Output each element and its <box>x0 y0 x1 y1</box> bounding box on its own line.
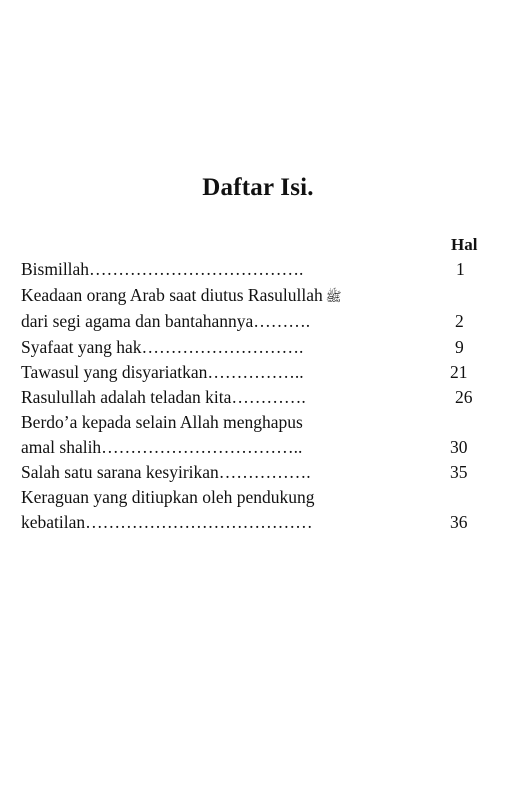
toc-page-number: 9 <box>455 337 464 357</box>
toc-page-number: 35 <box>450 462 468 482</box>
toc-entry-berdoa <box>21 412 303 433</box>
toc-page-number: 26 <box>455 387 473 407</box>
toc-entry-text: Syafaat yang hak………………………. <box>21 337 304 357</box>
toc-page-number: 2 <box>455 311 464 331</box>
toc-page-number: 21 <box>450 362 468 382</box>
toc-entry-text: dari segi agama dan bantahannya………. <box>21 311 311 331</box>
toc-entry-keadaan <box>21 285 342 308</box>
page-column-header: Hal <box>451 235 478 254</box>
toc-page-number: 1 <box>456 259 465 279</box>
toc-entry-rasulullah <box>21 387 306 408</box>
toc-entry-text: Berdo’a kepada selain Allah menghapus <box>21 412 303 432</box>
salawat-symbol: ﷺ <box>325 289 342 304</box>
toc-entry-text: Tawasul yang disyariatkan…………….. <box>21 362 304 382</box>
toc-entry-text: Keraguan yang ditiupkan oleh pendukung <box>21 487 315 507</box>
toc-entry-text: Keadaan orang Arab saat diutus Rasulullah <box>21 285 323 305</box>
toc-entry-text: Bismillah………………………………. <box>21 259 304 279</box>
toc-entry-syafaat <box>21 337 303 358</box>
toc-entry-text: Rasulullah adalah teladan kita…………. <box>21 387 306 407</box>
toc-entry-text: kebatilan………………………………… <box>21 512 313 532</box>
toc-entry-tawasul <box>21 362 304 383</box>
toc-entry-berdoa-cont <box>21 437 302 458</box>
toc-entry-salah-satu <box>21 462 311 483</box>
toc-entry-keraguan-cont <box>21 512 313 533</box>
toc-page-number: 36 <box>450 512 468 532</box>
toc-entry-text: amal shalih…………………………….. <box>21 437 303 457</box>
toc-entry-bismillah <box>21 259 303 280</box>
toc-page-number: 30 <box>450 437 468 457</box>
toc-entry-text: Salah satu sarana kesyirikan……………. <box>21 462 311 482</box>
toc-entry-keraguan <box>21 487 315 508</box>
page-title: Daftar Isi. <box>202 174 314 201</box>
toc-entry-keadaan-cont <box>21 311 310 332</box>
